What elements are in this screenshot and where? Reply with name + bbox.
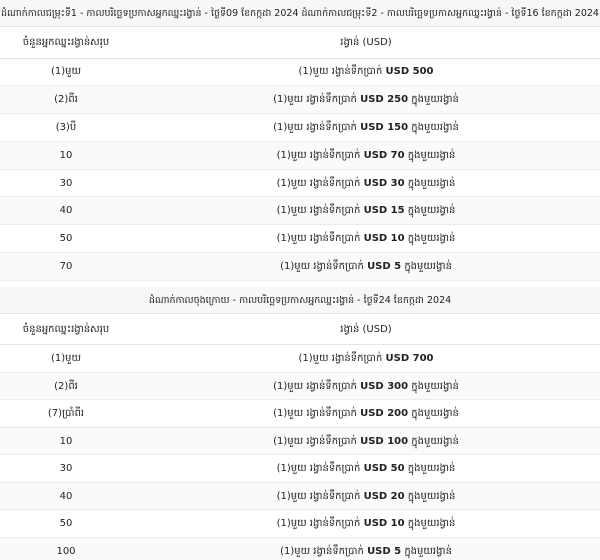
winners-count-cell: (1)មួយ: [0, 345, 132, 373]
prize-amount: USD 10: [363, 233, 405, 245]
winners-count-cell: 10: [0, 427, 132, 455]
prize-prefix: (1)មួយ រង្វាន់ទឹកប្រាក់: [280, 260, 364, 272]
table-row: [0, 141, 600, 169]
prize-suffix: ក្នុងមួយរង្វាន់: [407, 490, 456, 502]
prize-amount: USD 20: [363, 490, 405, 502]
table-1-body: [0, 58, 600, 280]
prize-amount: USD 700: [385, 353, 434, 365]
winners-count-cell: 40: [0, 197, 132, 225]
prize-amount: USD 50: [363, 463, 405, 475]
prize-amount: USD 500: [385, 66, 434, 78]
prize-cell: [132, 400, 600, 428]
table-row: [0, 86, 600, 114]
table-row: [0, 345, 600, 373]
winners-column-header: ចំនួនអ្នកឈ្នះរង្វាន់សរុប: [0, 314, 132, 345]
prize-prefix: (1)មួយ រង្វាន់ទឹកប្រាក់: [276, 518, 361, 530]
prize-amount: USD 150: [360, 121, 409, 133]
winners-count-cell: 10: [0, 141, 132, 169]
prize-suffix: ក្នុងមួយរង្វាន់: [411, 408, 459, 420]
prize-suffix: ក្នុងមួយរង្វាន់: [407, 233, 456, 245]
prize-prefix: (1)មួយ រង្វាន់ទឹកប្រាក់: [276, 205, 361, 217]
prize-prefix: (1)មួយ រង្វាន់ទឹកប្រាក់: [276, 177, 361, 189]
prize-amount: USD 70: [363, 149, 405, 161]
prize-cell: [132, 427, 600, 455]
prize-prefix: (1)មួយ រង្វាន់ទឹកប្រាក់: [273, 408, 357, 420]
table-row: [0, 537, 600, 560]
prize-amount: USD 300: [360, 380, 409, 392]
winners-count-cell: 70: [0, 253, 132, 281]
prize-suffix: ក្នុងមួយរង្វាន់: [411, 380, 459, 392]
table-header-row: [0, 27, 600, 58]
prize-table-1: [0, 27, 600, 281]
table-row: [0, 427, 600, 455]
prize-prefix: (1)មួយ រង្វាន់ទឹកប្រាក់: [280, 545, 364, 557]
prize-cell: [132, 253, 600, 281]
table-row: [0, 197, 600, 225]
winners-column-header: ចំនួនអ្នកឈ្នះរង្វាន់សរុប: [0, 27, 132, 58]
prize-cell: [132, 58, 600, 86]
prize-suffix: ក្នុងមួយរង្វាន់: [407, 205, 456, 217]
winners-count-cell: (7)ប្រាំពីរ: [0, 400, 132, 428]
prize-prefix: (1)មួយ រង្វាន់ទឹកប្រាក់: [298, 353, 383, 365]
winners-count-cell: 30: [0, 455, 132, 483]
prize-suffix: ក្នុងមួយរង្វាន់: [407, 463, 456, 475]
section-1-title: ដំណាក់កាលជម្រុះទី1 - កាលបរិច្ឆេទប្រកាសអ្នកឈ្នះរង្វាន់ - ថ្ងៃទី09 ខែកក្កដា 2024 ដំណាក់កាលជម្រុះទី2 - កាលបរិច្ឆេទប្រកាសអ្នកឈ្នះរង្វាន់ - ថ្ងៃទី16 ខែកក្កដា 2024: [0, 0, 600, 27]
winners-count-cell: 50: [0, 510, 132, 538]
table-header-row: [0, 314, 600, 345]
prize-prefix: (1)មួយ រង្វាន់ទឹកប្រាក់: [276, 490, 361, 502]
winners-count-cell: (3)បី: [0, 114, 132, 142]
prize-cell: [132, 197, 600, 225]
section-2-title: ដំណាក់កាលចុងក្រោយ - កាលបរិច្ឆេទប្រកាសអ្នកឈ្នះរង្វាន់ - ថ្ងៃទី24 ខែកក្កដា 2024: [0, 287, 600, 314]
prize-suffix: ក្នុងមួយរង្វាន់: [407, 518, 456, 530]
prize-prefix: (1)មួយ រង្វាន់ទឹកប្រាក់: [298, 66, 383, 78]
winners-count-cell: (1)មួយ: [0, 58, 132, 86]
prize-cell: [132, 225, 600, 253]
winners-count-cell: 40: [0, 482, 132, 510]
table-row: [0, 455, 600, 483]
prize-cell: [132, 510, 600, 538]
prize-cell: [132, 372, 600, 400]
prize-cell: [132, 455, 600, 483]
prize-suffix: ក្នុងមួយរង្វាន់: [411, 435, 459, 447]
prize-cell: [132, 482, 600, 510]
winners-count-cell: 30: [0, 169, 132, 197]
prize-suffix: ក្នុងមួយរង្វាន់: [407, 177, 456, 189]
table-row: [0, 400, 600, 428]
prize-prefix: (1)មួយ រង្វាន់ទឹកប្រាក់: [276, 149, 361, 161]
prize-cell: [132, 537, 600, 560]
table-row: [0, 372, 600, 400]
prize-prefix: (1)មួយ រង្វាន់ទឹកប្រាក់: [276, 233, 361, 245]
winners-count-cell: (2)ពីរ: [0, 86, 132, 114]
prize-suffix: ក្នុងមួយរង្វាន់: [404, 260, 452, 272]
prize-suffix: ក្នុងមួយរង្វាន់: [407, 149, 456, 161]
prize-prefix: (1)មួយ រង្វាន់ទឹកប្រាក់: [273, 435, 357, 447]
prize-table-2: [0, 314, 600, 560]
table-2-body: [0, 345, 600, 560]
prize-cell: [132, 169, 600, 197]
table-row: [0, 225, 600, 253]
prize-cell: [132, 345, 600, 373]
table-row: [0, 169, 600, 197]
prize-cell: [132, 141, 600, 169]
prize-amount: USD 10: [363, 518, 405, 530]
winners-count-cell: (2)ពីរ: [0, 372, 132, 400]
table-row: [0, 114, 600, 142]
table-row: [0, 510, 600, 538]
prize-suffix: ក្នុងមួយរង្វាន់: [411, 121, 459, 133]
prize-prefix: (1)មួយ រង្វាន់ទឹកប្រាក់: [273, 94, 357, 106]
table-row: [0, 482, 600, 510]
prize-cell: [132, 114, 600, 142]
prize-column-header: រង្វាន់ (USD): [132, 27, 600, 58]
prize-prefix: (1)មួយ រង្វាន់ទឹកប្រាក់: [273, 380, 357, 392]
prize-amount: USD 15: [363, 205, 405, 217]
prize-amount: USD 200: [360, 408, 409, 420]
prize-column-header: រង្វាន់ (USD): [132, 314, 600, 345]
prize-prefix: (1)មួយ រង្វាន់ទឹកប្រាក់: [276, 463, 361, 475]
prize-suffix: ក្នុងមួយរង្វាន់: [404, 545, 452, 557]
prize-suffix: ក្នុងមួយរង្វាន់: [411, 94, 459, 106]
table-row: [0, 253, 600, 281]
prize-amount: USD 5: [367, 260, 402, 272]
prize-prefix: (1)មួយ រង្វាន់ទឹកប្រាក់: [273, 121, 357, 133]
prize-cell: [132, 86, 600, 114]
prize-amount: USD 30: [363, 177, 405, 189]
winners-count-cell: 50: [0, 225, 132, 253]
prize-amount: USD 5: [367, 545, 402, 557]
prize-amount: USD 100: [360, 435, 409, 447]
prize-amount: USD 250: [360, 94, 409, 106]
winners-count-cell: 100: [0, 537, 132, 560]
table-row: [0, 58, 600, 86]
